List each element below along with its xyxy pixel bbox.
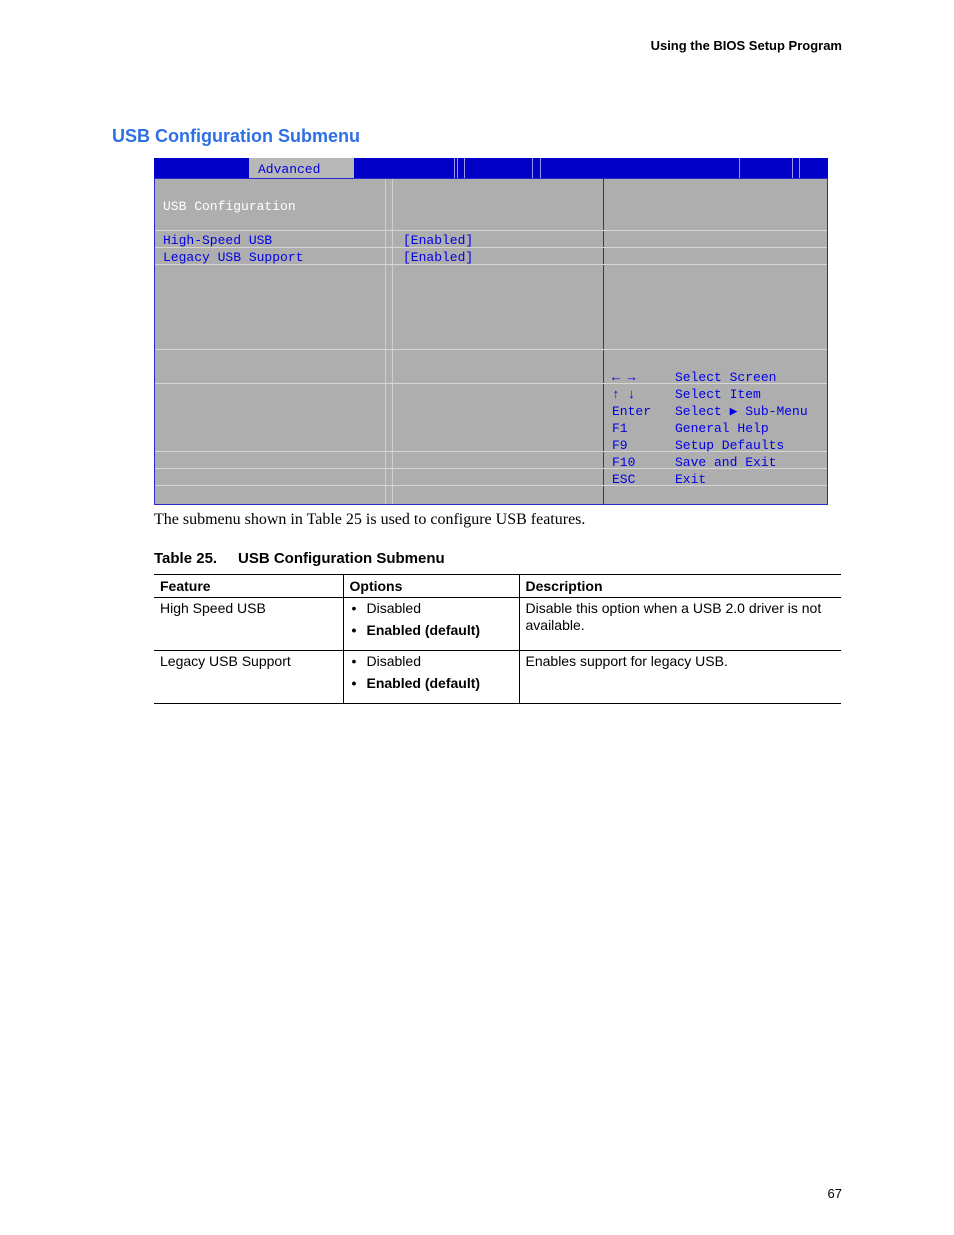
bios-screen (154, 158, 828, 505)
cell-options (343, 651, 519, 704)
key-action-setup-defaults: Setup Defaults (675, 438, 785, 453)
bios-panel (154, 178, 828, 505)
section-title: USB Configuration Submenu (112, 126, 360, 146)
key-action-select-sub-menu: Select ▶ Sub-Menu (675, 404, 808, 419)
table-caption-number: Table 25. (154, 550, 218, 567)
bios-menu-bar (154, 158, 828, 178)
key-arrows-lr: ← → (612, 370, 636, 385)
cell-description: Disable this option when a USB 2.0 driver is not available. (519, 598, 841, 651)
bios-panel-title: USB Configuration (163, 199, 296, 214)
option-item: • Disabled (350, 600, 513, 617)
body-paragraph: The submenu shown in Table 25 is used to configure USB features. (154, 511, 586, 528)
option-item-default: • Enabled (default) (350, 622, 513, 639)
running-header: Using the BIOS Setup Program (650, 38, 842, 53)
key-f9: F9 (612, 438, 628, 453)
cell-feature: High Speed USB (154, 598, 343, 651)
option-item-default: • Enabled (default) (350, 675, 513, 692)
header-feature: Feature (154, 575, 343, 598)
key-action-select-screen: Select Screen (675, 370, 777, 385)
page-number: 67 (827, 1186, 842, 1201)
table-header-row (154, 575, 841, 598)
key-f10: F10 (612, 455, 636, 470)
key-action-save-and-exit: Save and Exit (675, 455, 777, 470)
key-action-general-help: General Help (675, 421, 769, 436)
table-row (154, 598, 841, 651)
header-options: Options (343, 575, 519, 598)
cell-options (343, 598, 519, 651)
bios-value-legacy-usb-support[interactable]: [Enabled] (403, 250, 474, 265)
key-action-select-item: Select Item (675, 387, 761, 402)
usb-config-table (154, 574, 841, 704)
cell-feature: Legacy USB Support (154, 651, 343, 704)
cell-description: Enables support for legacy USB. (519, 651, 841, 704)
tab-advanced[interactable]: Advanced (249, 158, 354, 178)
bios-item-legacy-usb-support[interactable]: Legacy USB Support (163, 250, 304, 265)
table-caption (154, 550, 445, 567)
table-row (154, 651, 841, 704)
option-item: • Disabled (350, 653, 513, 670)
bios-value-high-speed-usb[interactable]: [Enabled] (403, 233, 474, 248)
key-action-exit: Exit (675, 472, 707, 487)
key-f1: F1 (612, 421, 628, 436)
header-description: Description (519, 575, 841, 598)
key-esc: ESC (612, 472, 636, 487)
key-arrows-ud: ↑ ↓ (612, 387, 636, 402)
key-enter: Enter (612, 404, 652, 419)
table-caption-title: USB Configuration Submenu (238, 550, 445, 567)
bios-item-high-speed-usb[interactable]: High-Speed USB (163, 233, 273, 248)
